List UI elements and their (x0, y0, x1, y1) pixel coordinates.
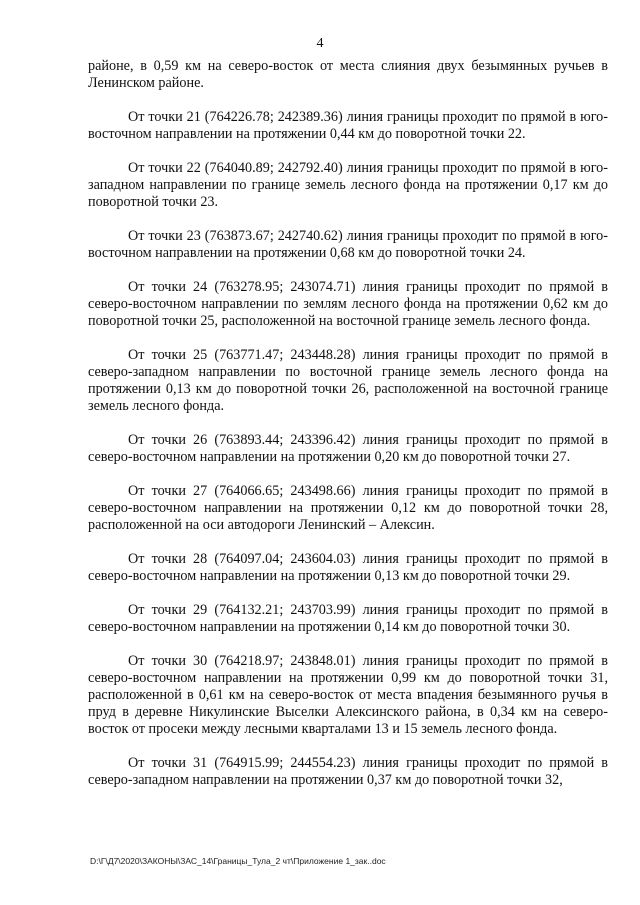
paragraph: районе, в 0,59 км на северо-восток от места слияния двух безымянных ручьев в Ленинском районе. (88, 58, 608, 91)
paragraph: От точки 30 (764218.97; 243848.01) линия границы проходит по прямой в северо-восточном направлении на протяжении 0,99 км до поворотной точки 31, расположенной в 0,61 км на северо-восток от места впадения безымянного ручья в пруд в деревне Никулинские Выселки Алексинского района, в 0,34 км на северо-восток от просеки между лесными кварталами 13 и 15 земель лесного фонда. (88, 653, 608, 737)
paragraph: От точки 21 (764226.78; 242389.36) линия границы проходит по прямой в юго-восточном направлении на протяжении 0,44 км до поворотной точки 22. (88, 109, 608, 142)
paragraph: От точки 25 (763771.47; 243448.28) линия границы проходит по прямой в северо-западном направлении по восточной границе земель лесного фонда на протяжении 0,13 км до поворотной точки 26, расположенной на восточной границе земель лесного фонда. (88, 347, 608, 414)
paragraph: От точки 23 (763873.67; 242740.62) линия границы проходит по прямой в юго-восточном направлении на протяжении 0,68 км до поворотной точки 24. (88, 228, 608, 261)
paragraph: От точки 29 (764132.21; 243703.99) линия границы проходит по прямой в северо-восточном направлении на протяжении 0,14 км до поворотной точки 30. (88, 602, 608, 635)
paragraph: От точки 24 (763278.95; 243074.71) линия границы проходит по прямой в северо-восточном направлении по землям лесного фонда на протяжении 0,62 км до поворотной точки 25, расположенной на восточной границе земель лесного фонда. (88, 279, 608, 329)
page-number: 4 (316, 36, 324, 51)
paragraph: От точки 22 (764040.89; 242792.40) линия границы проходит по прямой в юго-западном направлении по границе земель лесного фонда на протяжении 0,17 км до поворотной точки 23. (88, 160, 608, 210)
document-body (88, 58, 608, 806)
paragraph: От точки 31 (764915.99; 244554.23) линия границы проходит по прямой в северо-западном направлении на протяжении 0,37 км до поворотной точки 32, (88, 755, 608, 788)
footer-file-path: D:\Г\Д7\2020\ЗАКОНЫ\ЗАС_14\Границы_Тула_2 чт\Приложение 1_зак..doc (90, 856, 386, 866)
paragraph: От точки 26 (763893.44; 243396.42) линия границы проходит по прямой в северо-восточном направлении на протяжении 0,20 км до поворотной точки 27. (88, 432, 608, 465)
paragraph: От точки 28 (764097.04; 243604.03) линия границы проходит по прямой в северо-восточном направлении на протяжении 0,13 км до поворотной точки 29. (88, 551, 608, 584)
paragraph: От точки 27 (764066.65; 243498.66) линия границы проходит по прямой в северо-восточном направлении на протяжении 0,12 км до поворотной точки 28, расположенной на оси автодороги Ленинский – Алексин. (88, 483, 608, 533)
